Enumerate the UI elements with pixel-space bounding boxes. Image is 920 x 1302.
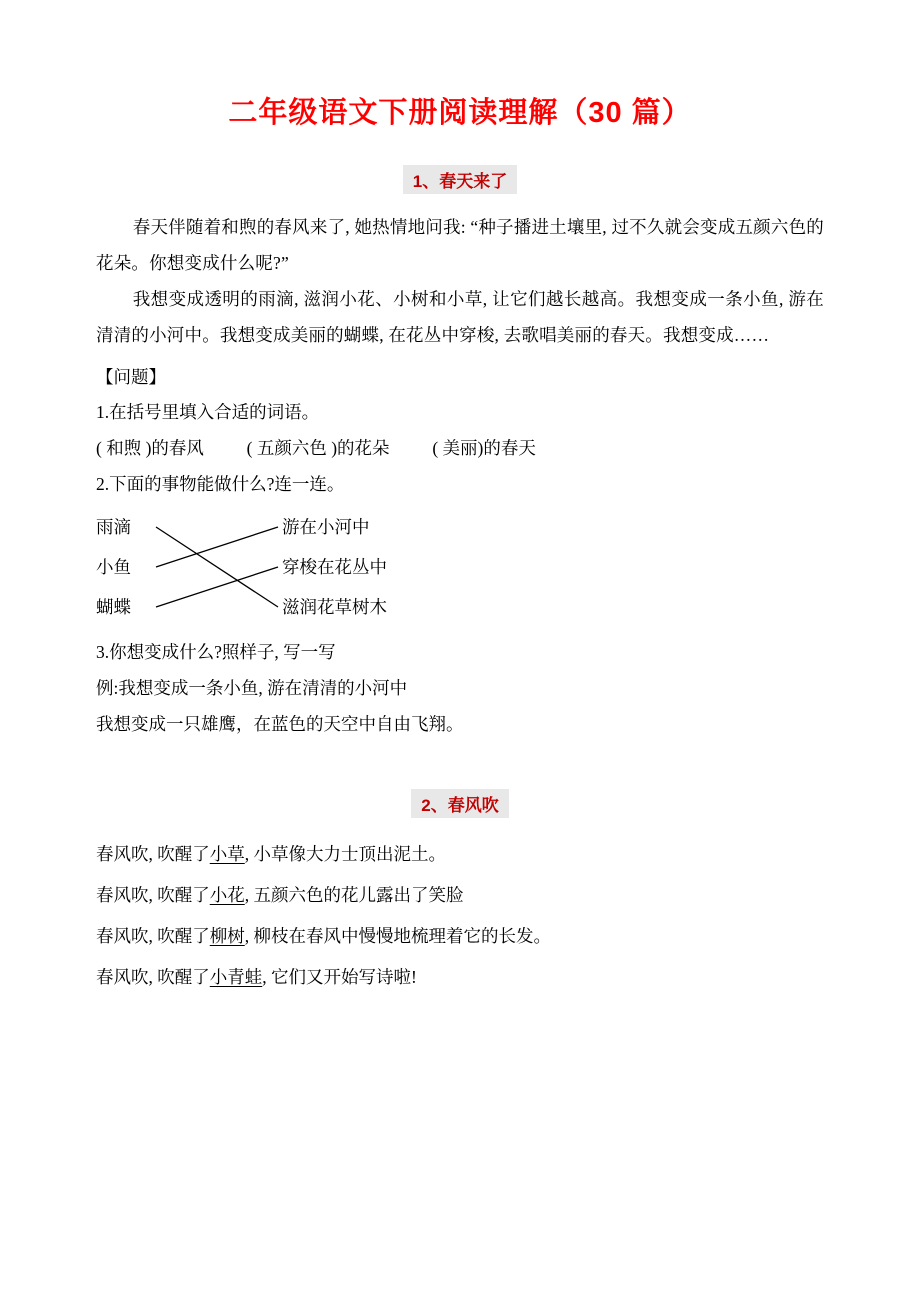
section-2-line — [96, 834, 824, 875]
question-3-text: 你想变成什么?照样子, 写一写 — [109, 642, 336, 662]
section-2-line — [96, 916, 824, 957]
section-2-line-pre: 春风吹, 吹醒了 — [96, 967, 210, 987]
section-2-heading-wrap — [96, 789, 824, 818]
section-2-line-post: , 五颜六色的花儿露出了笑脸 — [244, 884, 464, 905]
questions-label: 【问题】 — [96, 366, 166, 387]
question-1-text: 在括号里填入合适的词语。 — [109, 402, 320, 423]
answer-blank-3: ( 美丽)的春天 — [432, 438, 536, 459]
question-2 — [96, 467, 824, 503]
section-2-line — [96, 957, 824, 998]
match-right-item[interactable]: 穿梭在花丛中 — [282, 557, 387, 577]
question-1-answers — [96, 431, 824, 467]
match-right-item[interactable]: 滋润花草树木 — [282, 597, 387, 617]
page-title: 二年级语文下册阅读理解（30 篇） — [228, 97, 692, 129]
section-2-line-pre: 春风吹, 吹醒了 — [96, 843, 210, 864]
section-2-line-pre: 春风吹, 吹醒了 — [96, 925, 210, 946]
matching-left-column — [96, 507, 206, 627]
section-1-heading-wrap — [96, 165, 824, 194]
section-2-line-keyword: 小青蛙 — [209, 967, 263, 987]
question-3-answer: 我想变成一只雄鹰，在蓝色的天空中自由飞翔。 — [96, 713, 464, 734]
section-2-heading: 2、春风吹 — [411, 789, 508, 818]
match-left-item[interactable]: 蝴蝶 — [96, 597, 131, 617]
question-2-text: 下面的事物能做什么?连一连。 — [109, 474, 345, 495]
section-1-heading: 1、春天来了 — [403, 165, 517, 194]
matching-right-column — [282, 507, 582, 627]
question-3 — [96, 635, 824, 671]
answer-blank-2: ( 五颜六色 )的花朵 — [246, 438, 390, 459]
matching-exercise — [96, 507, 824, 635]
match-right-item[interactable]: 游在小河中 — [282, 517, 370, 537]
question-1 — [96, 395, 824, 431]
section-1-paragraph-2: 我想变成透明的雨滴, 滋润小花、小树和小草, 让它们越长越高。我想变成一条小鱼, 游在清清的小河中。我想变成美丽的蝴蝶, 在花丛中穿梭, 去歌唱美丽的春天。我想变成…… — [96, 288, 824, 345]
section-2-line-pre: 春风吹, 吹醒了 — [96, 884, 210, 905]
answer-blank-1: ( 和煦 )的春风 — [96, 438, 204, 459]
match-left-item[interactable]: 小鱼 — [96, 557, 131, 577]
section-2-line-keyword: 柳树 — [209, 925, 245, 946]
section-divider-space — [96, 743, 824, 789]
question-2-number: 2. — [96, 474, 110, 495]
question-1-number: 1. — [96, 402, 110, 423]
question-3-number: 3. — [96, 642, 110, 662]
section-1-paragraph-1: 春天伴随着和煦的春风来了, 她热情地问我: “种子播进土壤里, 过不久就会变成五颜六色的花朵。你想变成什么呢?” — [96, 217, 824, 273]
question-3-example: 例:我想变成一条小鱼, 游在清清的小河中 — [96, 677, 408, 698]
section-2-line-keyword: 小草 — [209, 843, 245, 864]
section-2-line-post: , 它们又开始写诗啦! — [262, 967, 417, 987]
section-2-line-post: , 小草像大力士顶出泥土。 — [244, 843, 446, 864]
section-2-line — [96, 875, 824, 916]
section-2-line-post: , 柳枝在春风中慢慢地梳理着它的长发。 — [244, 925, 551, 946]
section-2-line-keyword: 小花 — [209, 884, 245, 905]
match-left-item[interactable]: 雨滴 — [96, 517, 131, 537]
